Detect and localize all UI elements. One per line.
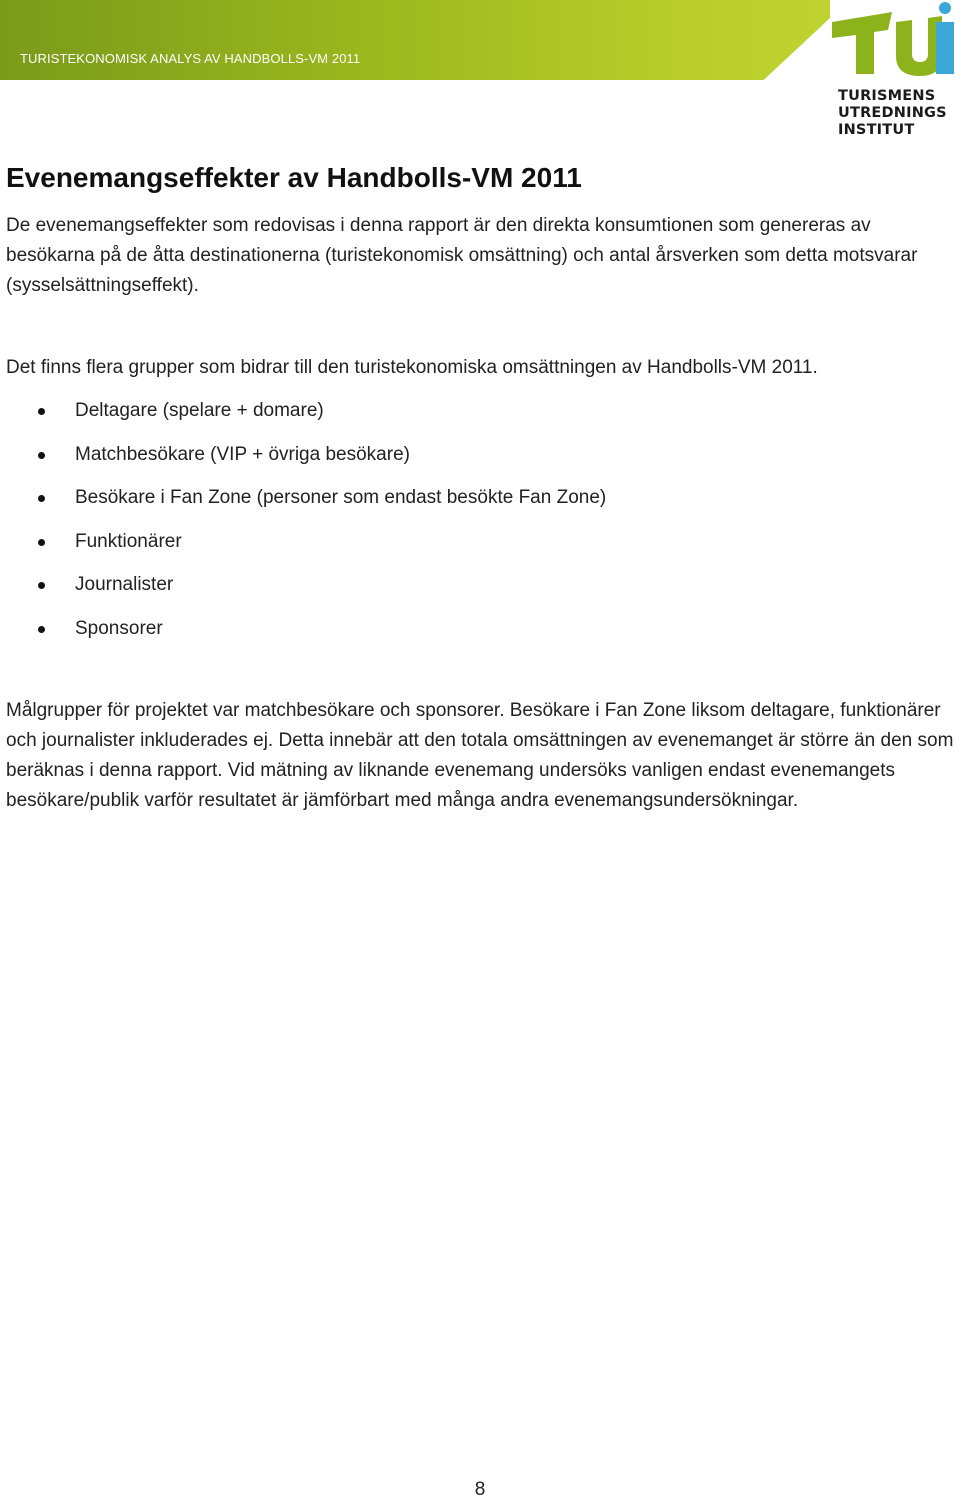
bullet-icon [38, 495, 45, 502]
list-item-text: Besökare i Fan Zone (personer som endast besökte Fan Zone) [75, 487, 607, 509]
list-item [0, 613, 606, 657]
bullet-icon [38, 408, 45, 415]
logo-line-2: UTREDNINGS [838, 105, 947, 121]
list-item [0, 526, 606, 570]
bullet-icon [38, 539, 45, 546]
running-title: TURISTEKONOMISK ANALYS AV HANDBOLLS-VM 2011 [20, 51, 361, 66]
list-item [0, 439, 606, 483]
list-item [0, 569, 606, 613]
logo-wordmark [838, 88, 958, 139]
groups-list [0, 395, 606, 657]
list-item-text: Matchbesökare (VIP + övriga besökare) [75, 443, 410, 465]
logo-line-3: INSTITUT [838, 122, 915, 138]
bullet-icon [38, 626, 45, 633]
bullet-icon [38, 582, 45, 589]
target-groups-paragraph: Målgrupper för projektet var matchbesökare och sponsorer. Besökare i Fan Zone liksom deltagare, funktionärer och journalister inkluderades ej. Detta innebär att den totala omsättningen av evenemanget är större än den som beräknas i denna rapport. Vid mätning av liknande evenemang undersöks vanligen endast evenemangets besökare/publik varför resultatet är jämförbart med många andra evenemangsundersökningar. [6, 700, 954, 811]
list-item-text: Journalister [75, 574, 174, 596]
intro-paragraph: De evenemangseffekter som redovisas i denna rapport är den direkta konsumtionen som genereras av besökarna på de åtta destinationerna (turistekonomisk omsättning) och antal årsverken som detta motsvarar (sysselsättningseffekt). [6, 215, 918, 296]
list-item [0, 482, 606, 526]
groups-paragraph: Det finns flera grupper som bidrar till den turistekonomiska omsättningen av Handbolls-VM 2011. [6, 357, 818, 378]
list-item-text: Funktionärer [75, 530, 182, 552]
list-item [0, 395, 606, 439]
list-item-text: Deltagare (spelare + domare) [75, 400, 324, 421]
page-number: 8 [474, 1479, 486, 1500]
bullet-icon [38, 452, 45, 459]
list-item-text: Sponsorer [75, 617, 163, 639]
logo-line-1: TURISMENS [838, 88, 936, 104]
page-title: Evenemangseffekter av Handbolls-VM 2011 [6, 162, 582, 193]
header-band [0, 0, 830, 80]
